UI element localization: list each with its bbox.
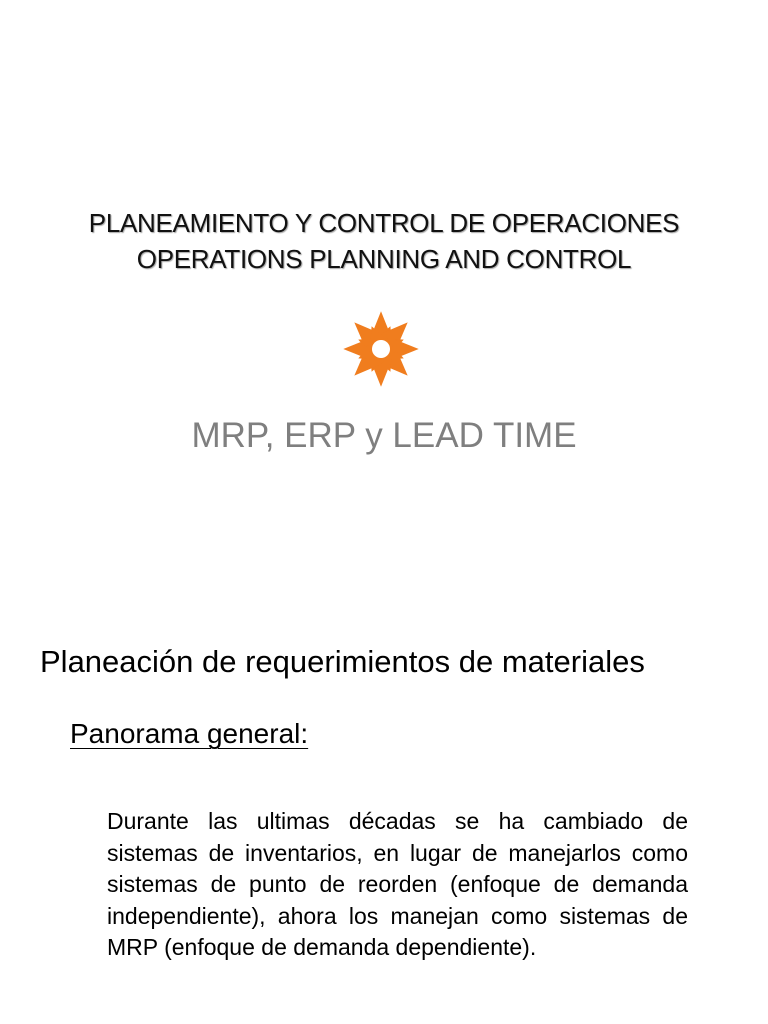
slide-title-line-1: PLANEAMIENTO Y CONTROL DE OPERACIONES (88, 208, 680, 238)
slide-title-line-2: OPERATIONS PLANNING AND CONTROL (136, 244, 632, 274)
slide-title (0, 205, 768, 277)
orange-star-logo-icon (340, 308, 422, 390)
content-paragraph: Durante las ultimas décadas se ha cambiado de sistemas de inventarios, en lugar de manejarlos como sistemas de punto de reorden (enfoque de demanda independiente), ahora los manejan como sistemas de MRP (enfoque de demanda dependiente). (107, 808, 688, 960)
content-slide (0, 600, 768, 1024)
content-subheading: Panorama general: (70, 718, 309, 749)
slide-subtitle: MRP, ERP y LEAD TIME (191, 416, 577, 455)
content-heading: Planeación de requerimientos de materiales (40, 644, 645, 679)
logo-center (372, 340, 390, 358)
